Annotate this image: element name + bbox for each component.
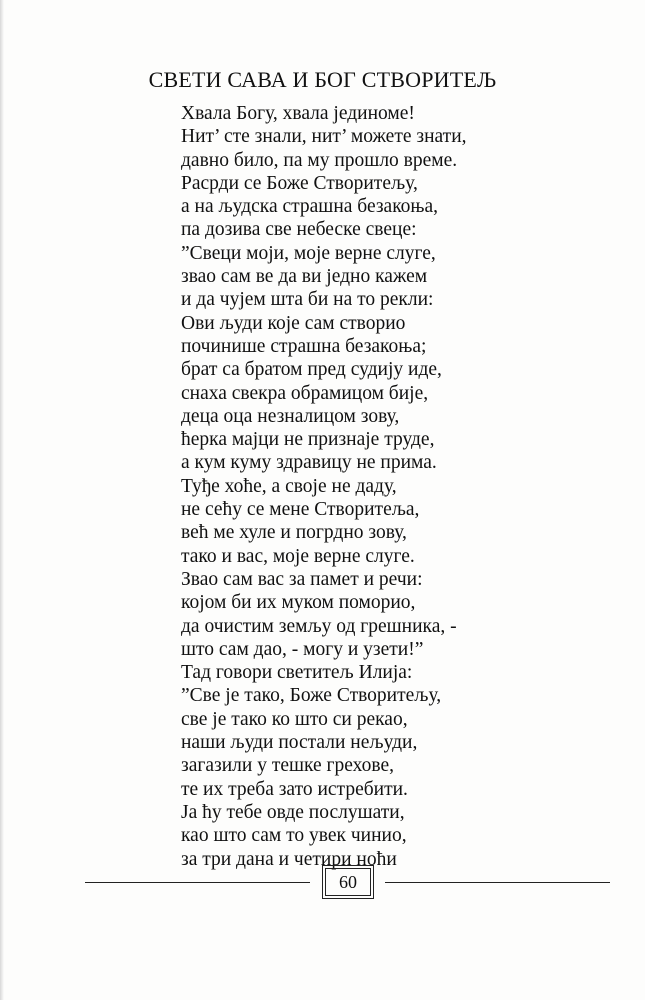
poem-line: што сам дао, - могу и узети!” — [181, 638, 424, 660]
poem-line: па дозива све небеске свеце: — [181, 219, 417, 241]
poem-line: звао сам ве да ви једно кажем — [181, 266, 428, 288]
poem-line: Тад говори светитељ Илија: — [181, 662, 413, 684]
poem-line: Нит’ сте знали, нит’ можете знати, — [181, 126, 467, 148]
poem-line: починише страшна безакоња; — [181, 335, 427, 357]
poem-line: за три дана и четири ноћи — [181, 848, 397, 870]
poem-line: којом би их муком поморио, — [181, 592, 416, 614]
page-number: 60 — [325, 868, 371, 896]
poem-line: Хвала Богу, хвала јединоме! — [181, 103, 415, 124]
poem-line: давно било, па му прошло време. — [181, 149, 458, 171]
poem-line: Ја ћу тебе овде послушати, — [181, 801, 405, 823]
poem-body — [181, 102, 621, 871]
poem-line: брат са братом пред судију иде, — [181, 359, 442, 381]
poem-line: Ови људи које сам створио — [181, 312, 406, 334]
poem-line: и да чујем шта би на то рекли: — [181, 289, 434, 311]
poem-line: ”Све је тако, Боже Створитељу, — [181, 685, 442, 707]
poem-line: Туђе хоће, а своје не даду, — [181, 475, 397, 497]
poem-line: ”Свеци моји, моје верне слуге, — [181, 242, 436, 264]
page-edge-shadow — [0, 0, 4, 1000]
poem-line: као што сам то увек чинио, — [181, 825, 407, 847]
poem-line: тако и вас, моје верне слуге. — [181, 545, 415, 567]
poem-line: деца оца незналицом зову, — [181, 405, 400, 427]
poem-line: већ ме хуле и погрдно зову, — [181, 522, 407, 544]
page-footer — [85, 868, 610, 898]
poem-line: све је тако ко што си рекао, — [181, 708, 408, 730]
poem-line: а на људска страшна безакоња, — [181, 196, 439, 218]
poem-line: загазили у тешке грехове, — [181, 755, 395, 777]
poem-line: да очистим земљу од грешника, - — [181, 615, 457, 637]
poem-title: СВЕТИ САВА И БОГ СТВОРИТЕЉ — [148, 66, 497, 92]
poem-line: не сећу се мене Створитеља, — [181, 499, 420, 521]
poem-line: те их треба зато истребити. — [181, 778, 408, 800]
poem-line: Звао сам вас за памет и речи: — [181, 568, 423, 590]
footer-rule-left — [85, 882, 310, 883]
poem-line: наши људи постали нељуди, — [181, 732, 418, 754]
footer-rule-right — [385, 882, 610, 883]
poem-line: Расрди се Боже Створитељу, — [181, 172, 418, 194]
poem-line: а кум куму здравицу не прима. — [181, 452, 437, 474]
poem-line: ћерка мајци не признаје труде, — [181, 429, 435, 451]
poem-line: снаха свекра обрамицом бије, — [181, 382, 429, 404]
